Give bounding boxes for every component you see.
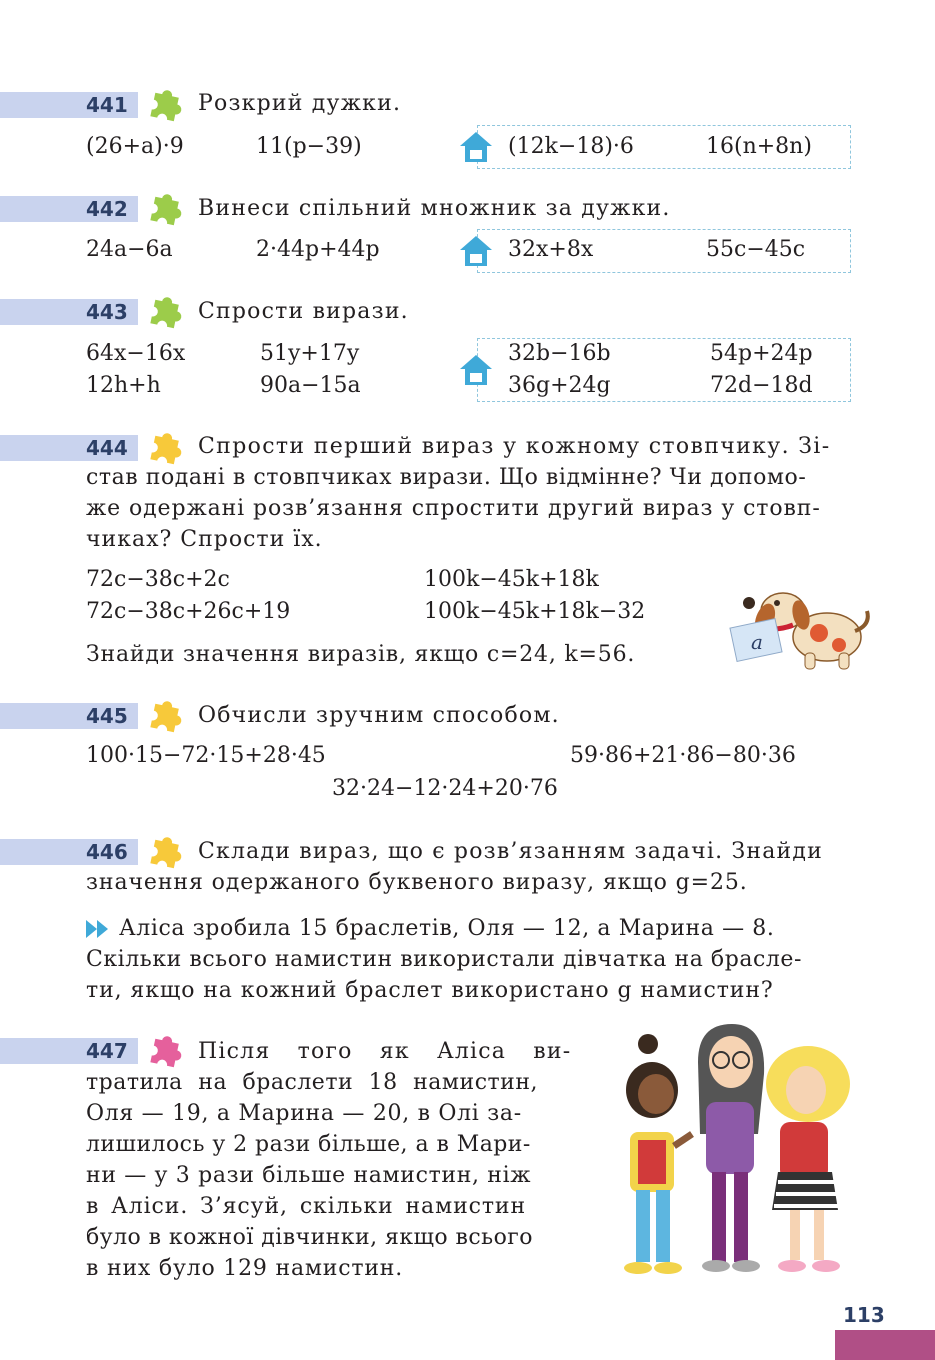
task-line: Спрости перший вираз у кожному стовпчику. Зі- [198, 434, 831, 459]
expression: 36g+24g [508, 373, 611, 398]
girls-illustration [612, 1022, 874, 1284]
expression: 32·24−12·24+20·76 [332, 776, 558, 801]
double-arrow-icon [86, 920, 110, 938]
find-values-text: Знайди значення виразів, якщо c=24, k=56. [86, 642, 636, 667]
expression: 54p+24p [710, 341, 813, 366]
green-puzzle-icon [145, 189, 185, 229]
expression: 59·86+21·86−80·36 [570, 743, 796, 768]
problem-line: Аліса зробила 15 браслетів, Оля — 12, а Марина — 8. [119, 916, 775, 941]
task-line: Після того як Аліса ви- [198, 1039, 572, 1064]
expression: 72c−38c+26c+19 [86, 599, 291, 624]
home-icon [458, 233, 494, 269]
exercise-number: 444 [86, 436, 128, 460]
task-text: Розкрий дужки. [198, 91, 402, 116]
card-letter: a [751, 630, 763, 654]
problem-line: Скільки всього намистин використали дівчатка на брасле- [86, 947, 802, 972]
dog-illustration [727, 585, 873, 673]
page-number: 113 [843, 1303, 885, 1327]
expression: 51y+17y [260, 341, 360, 366]
pink-puzzle-icon [145, 1031, 185, 1071]
yellow-puzzle-icon [145, 832, 185, 872]
expression: 12h+h [86, 373, 161, 398]
expression: 2·44p+44p [256, 237, 380, 262]
yellow-puzzle-icon [145, 428, 185, 468]
exercise-number: 447 [86, 1039, 128, 1063]
task-line: Оля — 19, а Марина — 20, в Олі за- [86, 1101, 522, 1126]
expression: 100·15−72·15+28·45 [86, 743, 326, 768]
task-line: значення одержаного буквеного виразу, якщо g=25. [86, 870, 748, 895]
green-puzzle-icon [145, 292, 185, 332]
expression: 32x+8x [508, 237, 594, 262]
page-number-bar [835, 1330, 935, 1360]
exercise-number: 445 [86, 704, 128, 728]
yellow-puzzle-icon [145, 696, 185, 736]
task-text: Винеси спільний множник за дужки. [198, 196, 671, 221]
home-icon [458, 352, 494, 388]
task-line: в них було 129 намистин. [86, 1256, 404, 1281]
expression: 100k−45k+18k [424, 567, 599, 592]
home-icon [458, 129, 494, 165]
task-line: Склади вираз, що є розв’язанням задачі. Знайди [198, 839, 824, 864]
expression: 72c−38c+2c [86, 567, 230, 592]
exercise-number: 446 [86, 840, 128, 864]
expression: 90a−15a [260, 373, 361, 398]
exercise-number: 441 [86, 93, 128, 117]
task-line: чиках? Спрости їх. [86, 527, 323, 552]
expression: 32b−16b [508, 341, 611, 366]
exercise-number: 442 [86, 197, 128, 221]
expression: 16(n+8n) [706, 134, 812, 159]
task-text: Обчисли зручним способом. [198, 703, 560, 728]
task-line: став подані в стовпчиках вирази. Що відмінне? Чи допомо- [86, 465, 807, 490]
task-line: ни — у 3 рази більше намистин, ніж [86, 1163, 532, 1188]
task-line: було в кожної дівчинки, якщо всього [86, 1225, 533, 1250]
expression: (26+a)·9 [86, 134, 184, 159]
expression: 24a−6a [86, 237, 173, 262]
task-line: тратила на браслети 18 намистин, [86, 1070, 539, 1095]
expression: 11(p−39) [256, 134, 362, 159]
task-line: в Аліси. З’ясуй, скільки намистин [86, 1194, 527, 1219]
task-text: Спрости вирази. [198, 299, 409, 324]
expression: (12k−18)·6 [508, 134, 634, 159]
task-line: лишилось у 2 рази більше, а в Мари- [86, 1132, 531, 1157]
task-line: же одержані розв’язання спростити другий вираз у стовп- [86, 496, 821, 521]
expression: 64x−16x [86, 341, 186, 366]
expression: 55c−45c [706, 237, 806, 262]
green-puzzle-icon [145, 85, 185, 125]
exercise-number: 443 [86, 300, 128, 324]
expression: 100k−45k+18k−32 [424, 599, 646, 624]
expression: 72d−18d [710, 373, 813, 398]
problem-line: ти, якщо на кожний браслет використано g намистин? [86, 978, 774, 1003]
